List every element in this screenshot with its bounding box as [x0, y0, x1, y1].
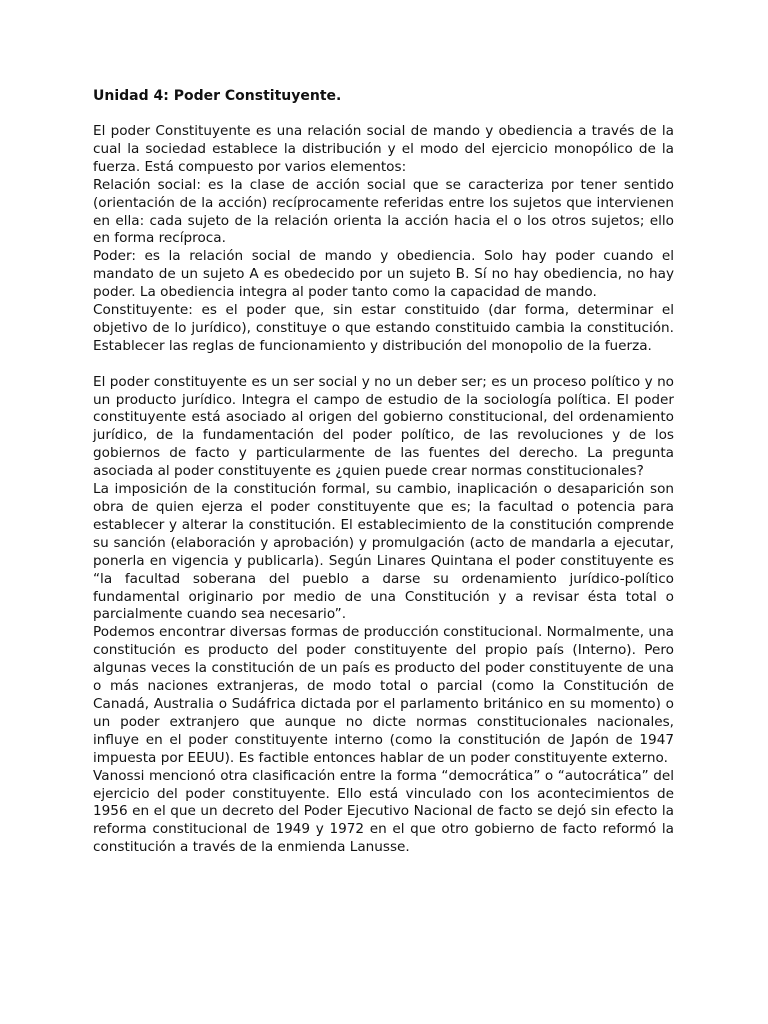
paragraph-intro: El poder Constituyente es una relación social de mando y obediencia a través de la cual la sociedad establece la distribución y el modo del ejercicio monopólico de la fuerza. Está compuesto por varios elementos: [93, 123, 674, 175]
document-page [93, 86, 674, 857]
paragraph-spacer [93, 356, 674, 374]
paragraph-ser-social: El poder constituyente es un ser social y no un deber ser; es un proceso político y no un producto jurídico. Integra el campo de estudio de la sociología política. El poder constituyente está asociado al origen del gobierno constitucional, del ordenamiento jurídico, de la fundamentación del poder político, de las revoluciones y de los gobiernos de facto y particularmente de las fuentes del derecho. La pregunta asociada al poder constituyente es ¿quien puede crear normas constitucionales? [93, 373, 674, 480]
paragraph-formas-produccion: Podemos encontrar diversas formas de producción constitucional. Normalmente, una constitución es producto del poder constituyente del propio país (Interno). Pero algunas veces la constitución de un país es producto del poder constituyente de una o más naciones extranjeras, de modo total o parcial (como la Constitución de Canadá, Australia o Sudáfrica dictada por el parlamento británico en su momento) o un poder extranjero que aunque no dicte normas constitucionales nacionales, influye en el poder constituyente interno (como la constitución de Japón de 1947 impuesta por EEUU). Es factible entonces hablar de un poder constituyente externo. [93, 624, 674, 766]
paragraph-constituyente: Constituyente: es el poder que, sin estar constituido (dar forma, determinar el objetivo de lo jurídico), constituye o que estando constituido cambia la constitución. Establecer las reglas de funcionamiento y distribución del monopolio de la fuerza. [93, 302, 674, 354]
paragraph-relacion-social: Relación social: es la clase de acción social que se caracteriza por tener sentido (orientación de la acción) recíprocamente referidas entre los sujetos que intervienen en ella: cada sujeto de la relación orienta la acción hacia el o los otros sujetos; ello en forma recíproca. [93, 176, 674, 247]
paragraph-imposicion: La imposición de la constitución formal, su cambio, inaplicación o desaparición son obra de quien ejerza el poder constituyente que es; la facultad o potencia para establecer y alterar la constitución. El establecimiento de la constitución comprende su sanción (elaboración y aprobación) y promulgación (acto de mandarla a ejecutar, ponerla en vigencia y publicarla). Según Linares Quintana el poder constituyente es “la facultad soberana del pueblo a darse su ordenamiento jurídico-político fundamental originario por medio de una Constitución y a revisar ésta total o parcialmente cuando sea necesario”. [93, 481, 674, 623]
document-title: Unidad 4: Poder Constituyente. [93, 88, 342, 104]
paragraph-poder: Poder: es la relación social de mando y obediencia. Solo hay poder cuando el mandato de un sujeto A es obedecido por un sujeto B. Sí no hay obediencia, no hay poder. La obediencia integra al poder tanto como la capacidad de mando. [93, 248, 674, 301]
paragraph-vanossi: Vanossi mencionó otra clasificación entre la forma “democrática” o “autocrática” del ejercicio del poder constituyente. Ello está vinculado con los acontecimientos de 1956 en el que un decreto del Poder Ejecutivo Nacional de facto se dejó sin efecto la reforma constitucional de 1949 y 1972 en el que otro gobierno de facto reformó la constitución a través de la enmienda Lanusse. [93, 767, 674, 856]
